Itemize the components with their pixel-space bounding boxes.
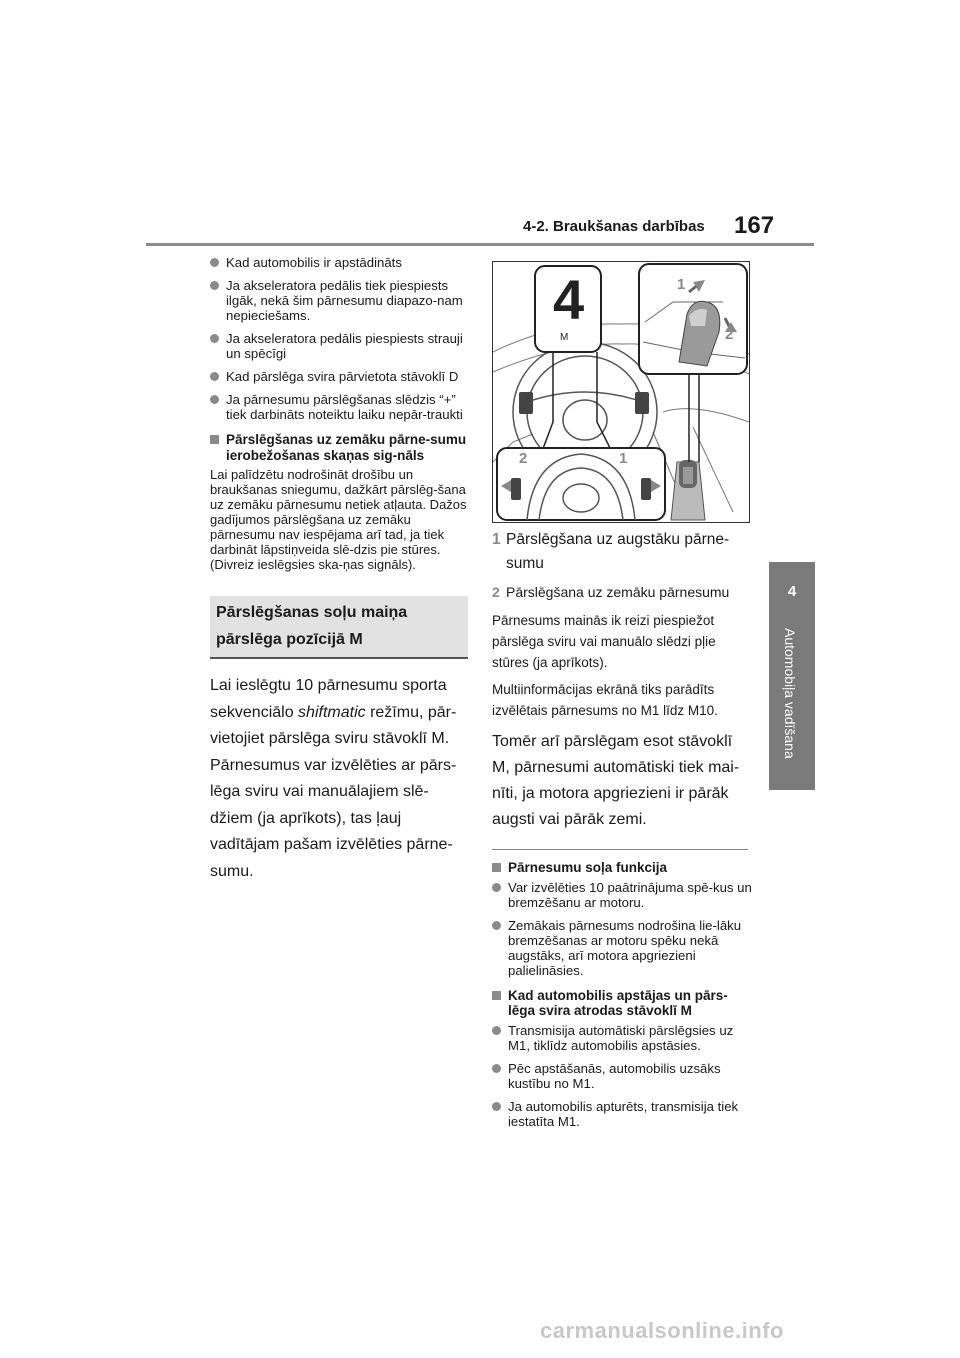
list-item-text: Ja akseleratora pedālis tiek piespiests ilgāk, nekā šim pārnesumu diapazo-nam nepieciešams. [226, 278, 463, 323]
list-item-text: Kad pārslēga svira pārvietota stāvoklī D [226, 369, 459, 384]
list-item-text: Pēc apstāšanās, automobilis uzsāks kustību no M1. [508, 1060, 721, 1091]
item-text: Pārslēgšana uz zemāku pārnesumu [506, 584, 730, 600]
bullet-dot-icon [492, 1102, 501, 1111]
section-box-title: Pārslēgšanas soļu maiņa pārslēga pozīcijā M [210, 596, 468, 659]
bullet-dot-icon [210, 281, 219, 290]
list-item-text: Transmisija automātiski pārslēgsies uz M1, tiklīdz automobilis apstāsies. [508, 1022, 734, 1053]
bullet-dot-icon [492, 921, 501, 930]
header-rule [146, 243, 814, 246]
watermark: carmanualsonline.info [540, 1318, 784, 1343]
warning-heading [210, 432, 470, 463]
intro-text-end: režīmu, pār-vietojiet pārslēga sviru stāvoklī M. Pārnesumus var izvēlēties ar pārs-lēga sviru vai manuālajiem slē-džiem (ja aprīkots), tas ļauj vadītājam pašam izvēlēties pārne-sumu. [210, 703, 457, 880]
intro-text-start: Lai ieslēgtu 10 pārnesumu sporta sekvenciālo [210, 677, 447, 721]
list-item-text: Ja automobilis apturēts, transmisija tiek iestatīta M1. [508, 1098, 739, 1129]
gear-display-number: 4 [553, 268, 585, 331]
list-item [492, 1099, 752, 1129]
bullet-dot-icon [210, 258, 219, 267]
list-item [492, 1023, 752, 1053]
list-item [492, 918, 752, 978]
left-column [210, 255, 470, 885]
paragraph: Multiinformācijas ekrānā tiks parādīts izvēlētais pārnesums no M1 līdz M10. [492, 682, 718, 718]
square-bullet-icon [492, 991, 501, 1000]
divider [492, 849, 748, 850]
chapter-title: Automobiļa vadīšana [782, 628, 798, 759]
warning-text: Lai palīdzētu nodrošināt drošību un braukšanas sniegumu, dažkārt pārslēg-šana uz zemāku pārnesumu netiek atļauta. Dažos gadījumos pārslēgšana uz zemāku pārnesumu nav iespējama arī tad, ja tiek darbināt lāpstiņveida slē-dzis pie stūres. (Divreiz ieslēgsies ska-ņas signāls). [210, 467, 467, 572]
gear-display-mode: M [560, 332, 569, 343]
warning-heading-text: Pārslēgšanas uz zemāku pārne-sumu ierobežošanas skaņas sig-nāls [226, 432, 467, 463]
item-number: 2 [492, 584, 500, 600]
list-item-text: Zemākais pārnesums nodrošina lie-lāku bremzēšanas ar motoru spēku nekā augstāks, arī motora apgriezieni palielināsies. [508, 917, 742, 978]
list-item [492, 880, 752, 910]
note-heading-text: Pārnesumu soļa funkcija [508, 860, 668, 875]
bullet-dot-icon [210, 372, 219, 381]
note-heading-text: Kad automobilis apstājas un pārs-lēga svira atrodas stāvoklī M [508, 987, 728, 1018]
list-item-text: Ja akseleratora pedālis piespiests strauji un spēcīgi [226, 331, 463, 361]
list-item-text: Var izvēlēties 10 paātrinājuma spē-kus un bremzēšanu ar motoru. [508, 879, 752, 910]
bullet-dot-icon [210, 395, 219, 404]
bullet-dot-icon [492, 1026, 501, 1035]
bullet-dot-icon [210, 334, 219, 343]
square-bullet-icon [492, 863, 501, 872]
list-item-text: Ja pārnesumu pārslēgšanas slēdzis “+” tiek darbināts noteiktu laiku nepār-traukti [226, 392, 463, 422]
bullet-dot-icon [492, 883, 501, 892]
list-item [492, 580, 752, 604]
callout-downshift-paddle: 2 [519, 450, 528, 467]
paragraph: Tomēr arī pārslēgam esot stāvoklī M, pārnesumi automātiski tiek mai-nīti, ja motora apgriezieni ir pārāk augsti vai pārāk zemi. [492, 733, 740, 828]
bullet-dot-icon [492, 1064, 501, 1073]
item-text: Pārslēgšana uz augstāku pārne-sumu [506, 531, 730, 572]
note-heading [492, 988, 752, 1019]
right-column [492, 528, 752, 1137]
illustration-svg [493, 262, 749, 522]
note-heading [492, 860, 752, 876]
list-item [210, 278, 470, 323]
list-item [492, 528, 752, 576]
item-number: 1 [492, 531, 501, 548]
list-item [210, 255, 470, 270]
shift-illustration [492, 261, 750, 523]
callout-upshift-shifter: 1 [677, 276, 686, 293]
list-item [492, 1061, 752, 1091]
list-item-text: Kad automobilis ir apstādināts [226, 255, 402, 270]
intro-text-italic: shiftmatic [298, 703, 366, 721]
chapter-number: 4 [787, 583, 797, 600]
intro-paragraph [210, 673, 470, 885]
list-item [210, 392, 470, 422]
callout-upshift-paddle: 1 [619, 450, 628, 467]
square-bullet-icon [210, 435, 219, 444]
list-item [210, 369, 470, 384]
section-title: 4-2. Braukšanas darbības [523, 218, 705, 235]
page-number: 167 [734, 212, 775, 239]
list-item [210, 331, 470, 361]
callout-downshift-shifter: 2 [725, 326, 734, 343]
paragraph: Pārnesums mainās ik reizi piespiežot pārslēga sviru vai manuālo slēdzi pļie stūres (ja aprīkots). [492, 613, 716, 670]
